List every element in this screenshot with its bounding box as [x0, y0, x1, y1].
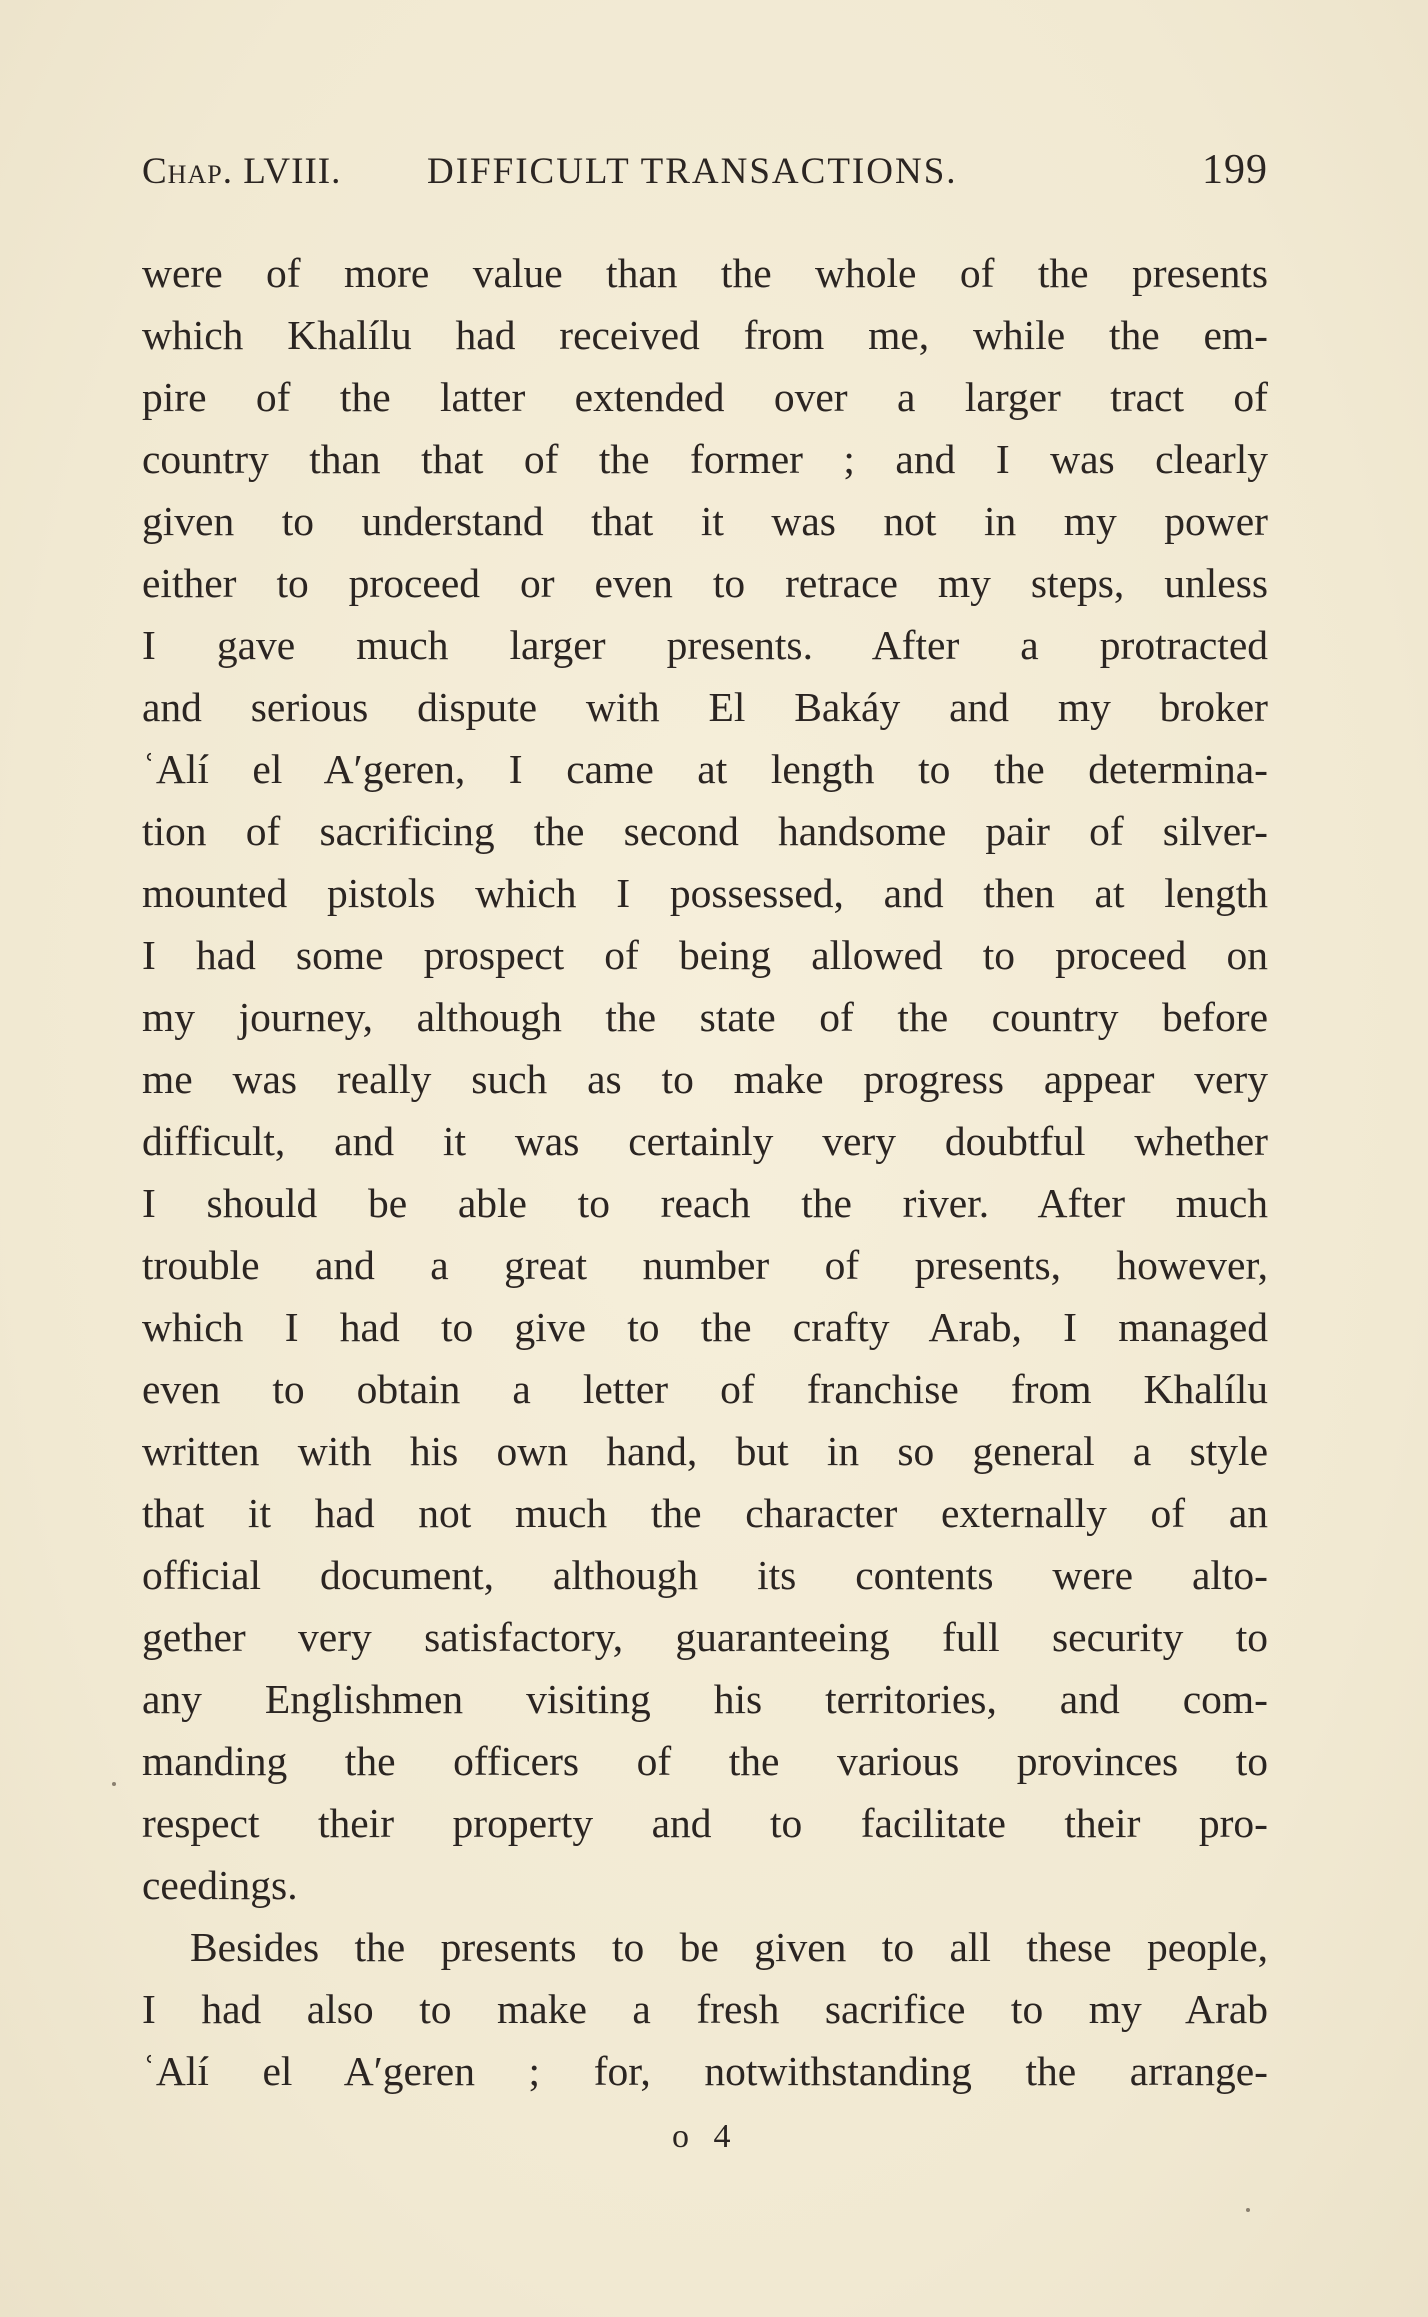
paragraph-start-line: Besides the presents to be given to all these people,	[190, 1924, 1268, 1970]
text-line: I had also to make a fresh sacrifice to my Arab	[142, 1986, 1268, 2032]
text-line: gether very satisfactory, guaranteeing full security to	[142, 1614, 1268, 1660]
text-line: written with his own hand, but in so general a style	[142, 1428, 1268, 1474]
text-line: any Englishmen visiting his territories, and com-	[142, 1676, 1268, 1722]
text-line: pire of the latter extended over a larger tract of	[142, 374, 1268, 420]
text-line: either to proceed or even to retrace my steps, unless	[142, 560, 1268, 606]
text-line: trouble and a great number of presents, however,	[142, 1242, 1268, 1288]
text-line: me was really such as to make progress appear very	[142, 1056, 1268, 1102]
text-line: were of more value than the whole of the presents	[142, 250, 1268, 296]
text-line: respect their property and to facilitate their pro-	[142, 1800, 1268, 1846]
text-line: mounted pistols which I possessed, and then at length	[142, 870, 1268, 916]
signature-mark: o 4	[672, 2118, 739, 2155]
text-line: that it had not much the character externally of an	[142, 1490, 1268, 1536]
body-text	[142, 242, 1268, 2102]
text-line: I gave much larger presents. After a protracted	[142, 622, 1268, 668]
text-line: difficult, and it was certainly very doubtful whether	[142, 1118, 1268, 1164]
text-line: country than that of the former ; and I was clearly	[142, 436, 1268, 482]
text-line: official document, although its contents were alto-	[142, 1552, 1268, 1598]
page-number: 199	[1202, 147, 1268, 193]
text-line: manding the officers of the various provinces to	[142, 1738, 1268, 1784]
paper-speck	[1246, 2208, 1250, 2212]
text-line: ʿAlí el A′geren ; for, notwithstanding the arrange-	[142, 2048, 1268, 2094]
text-line: I had some prospect of being allowed to proceed on	[142, 932, 1268, 978]
text-line: ʿAlí el A′geren, I came at length to the determina-	[142, 746, 1268, 792]
text-line: and serious dispute with El Bakáy and my broker	[142, 684, 1268, 730]
text-line: tion of sacrificing the second handsome pair of silver-	[142, 808, 1268, 854]
text-line: which Khalílu had received from me, while the em-	[142, 312, 1268, 358]
text-line: which I had to give to the crafty Arab, I managed	[142, 1304, 1268, 1350]
running-header	[142, 147, 1268, 200]
text-line: even to obtain a letter of franchise from Khalílu	[142, 1366, 1268, 1412]
text-line: given to understand that it was not in my power	[142, 498, 1268, 544]
chapter-label: Chap. LVIII.	[142, 151, 342, 192]
running-title: DIFFICULT TRANSACTIONS.	[427, 151, 958, 192]
text-line: I should be able to reach the river. After much	[142, 1180, 1268, 1226]
text-line: my journey, although the state of the country before	[142, 994, 1268, 1040]
paragraph-end-line: ceedings.	[142, 1862, 298, 1908]
paper-speck	[112, 1782, 116, 1786]
